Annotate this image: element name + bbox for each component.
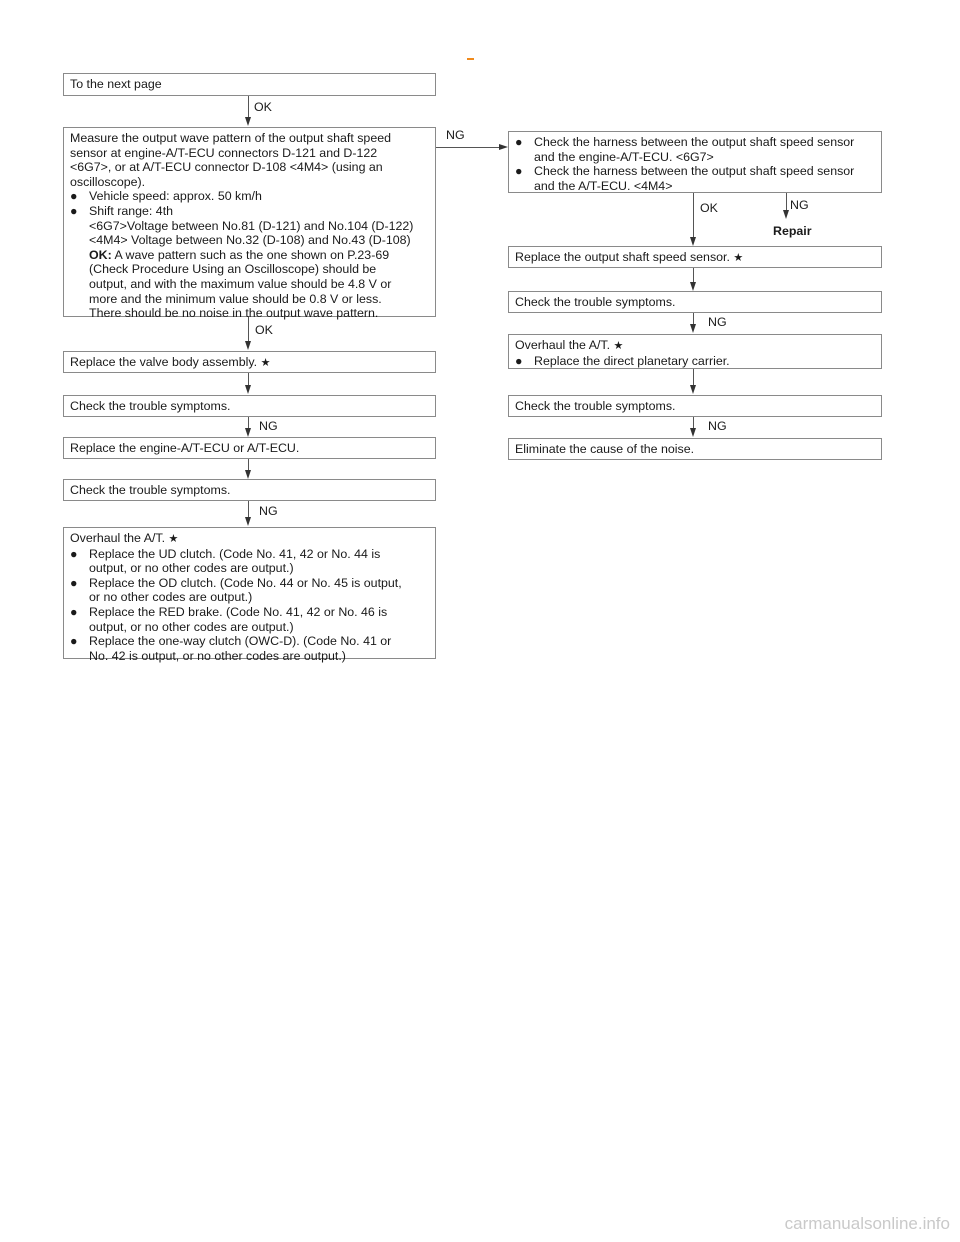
bullet-icon: ● [70,575,78,590]
bullet-icon: ● [70,189,78,204]
box-text: Check the trouble symptoms. [70,399,231,413]
bullet-text-continued: and the engine-A/T-ECU. <6G7> [534,149,714,164]
bullet-icon: ● [70,546,78,561]
bullet-icon: ● [515,164,523,179]
connector-line [436,147,502,148]
text-line: <6G7>Voltage between No.81 (D-121) and No.104 (D-122) [89,218,414,233]
box-check-trouble-symptoms [508,395,882,417]
footer-watermark: carmanualsonline.info [784,1214,950,1233]
box-text: Check the trouble symptoms. [70,483,231,497]
bullet-text-continued: No. 42 is output, or no other codes are output.) [89,648,346,663]
connector-line [248,96,249,118]
box-replace-valve-body [63,351,436,373]
box-overhaul-at [63,527,436,663]
arrow-down-icon [245,385,251,394]
box-measure-wave-pattern [63,127,436,321]
ok-label: OK [700,201,718,215]
bullet-text-continued: output, or no other codes are output.) [89,619,294,634]
text-line: output, and with the maximum value should be 4.8 V or [89,276,392,291]
bullet-icon: ● [70,634,78,649]
text: Replace the valve body assembly. [70,355,258,369]
arrow-down-icon [690,324,696,333]
box-check-trouble-symptoms [63,395,436,417]
bullet-icon: ● [70,604,78,619]
ng-label: NG [446,128,465,142]
repair-label: Repair [773,224,812,238]
box-to-next-page [63,73,436,96]
text-line: (Check Procedure Using an Oscilloscope) should be [89,262,377,277]
connector-line [693,268,694,283]
box-overhaul-at-right [508,334,882,369]
box-text: Eliminate the cause of the noise. [515,442,695,456]
bullet-item [70,576,429,591]
box-eliminate-noise [508,438,882,460]
star-icon: ★ [613,340,624,352]
bullet-text: Replace the direct planetary carrier. [534,353,730,368]
connector-line [248,501,249,518]
text: Replace the output shaft speed sensor. [515,250,730,264]
arrow-down-icon [690,385,696,394]
text-line: more and the minimum value should be 0.8 V or less. [89,291,382,306]
arrow-down-icon [690,237,696,246]
connector-line [693,193,694,238]
bullet-text: Replace the UD clutch. (Code No. 41, 42 or No. 44 is [89,546,381,561]
star-icon: ★ [260,357,271,369]
text-line: sensor at engine-A/T-ECU connectors D-121 and D-122 [70,145,378,160]
bullet-item [70,634,429,649]
bullet-item [70,189,429,204]
connector-line [248,317,249,342]
bullet-text: Replace the OD clutch. (Code No. 44 or No. 45 is output, [89,575,402,590]
text: Overhaul the A/T. [70,531,166,545]
arrow-down-icon [690,428,696,437]
arrow-down-icon [783,210,789,219]
connector-line [693,369,694,386]
box-replace-output-shaft-sensor [508,246,882,268]
bullet-icon: ● [515,353,523,368]
box-text: Replace the engine-A/T-ECU or A/T-ECU. [70,441,300,455]
box-text [515,250,875,266]
bullet-text: Shift range: 4th [89,203,174,218]
arrow-down-icon [245,428,251,437]
bullet-text-continued: output, or no other codes are output.) [89,561,294,576]
bullet-item [70,605,429,620]
bullet-item [515,164,875,179]
bullet-item [515,354,875,369]
box-check-trouble-symptoms [508,291,882,313]
arrow-down-icon [245,470,251,479]
box-check-harness [508,131,882,193]
star-icon: ★ [733,252,744,264]
ok-criteria-line [70,248,429,263]
text: Overhaul the A/T. [515,338,611,352]
box-title [515,338,875,354]
header-mark [467,58,474,60]
ng-label: NG [259,504,278,518]
bullet-text: Check the harness between the output shaft speed sensor [534,135,855,149]
box-check-trouble-symptoms [63,479,436,501]
bullet-icon: ● [70,203,78,218]
bullet-text: Replace the RED brake. (Code No. 41, 42 or No. 46 is [89,604,388,619]
ok-label: OK [255,323,273,337]
arrow-down-icon [245,117,251,126]
arrow-down-icon [245,341,251,350]
bullet-item [70,547,429,562]
bullet-text-continued: and the A/T-ECU. <4M4> [534,178,673,193]
bullet-icon: ● [515,135,523,149]
bullet-text: Replace the one-way clutch (OWC-D). (Code No. 41 or [89,634,392,649]
bullet-text: Vehicle speed: approx. 50 km/h [89,189,262,204]
ng-label: NG [790,198,809,212]
box-text: Check the trouble symptoms. [515,399,676,413]
arrow-down-icon [245,517,251,526]
text-line: <6G7>, or at A/T-ECU connector D-108 <4M4> (using an [70,160,383,175]
text-line: A wave pattern such as the one shown on P.23-69 [114,247,390,262]
text-line: Measure the output wave pattern of the output shaft speed [70,131,391,145]
box-text: To the next page [70,77,162,91]
bullet-item [515,135,875,150]
ng-label: NG [708,315,727,329]
bullet-text-continued: or no other codes are output.) [89,590,253,605]
box-replace-ecu [63,437,436,459]
text-line: <4M4> Voltage between No.32 (D-108) and No.43 (D-108) [89,233,411,248]
ng-label: NG [259,419,278,433]
ok-label: OK [254,100,272,114]
arrow-down-icon [690,282,696,291]
text-line: oscilloscope). [70,174,146,189]
ok-criteria-label: OK: [89,247,112,262]
box-text [70,355,429,371]
star-icon: ★ [168,533,179,545]
bullet-text: Check the harness between the output shaft speed sensor [534,164,855,179]
connector-line [786,193,787,211]
ng-label: NG [708,419,727,433]
box-text: Check the trouble symptoms. [515,295,676,309]
box-title [70,531,429,547]
arrow-right-icon [499,144,508,150]
text-line: There should be no noise in the output wave pattern. [89,306,379,321]
bullet-item [70,204,429,219]
